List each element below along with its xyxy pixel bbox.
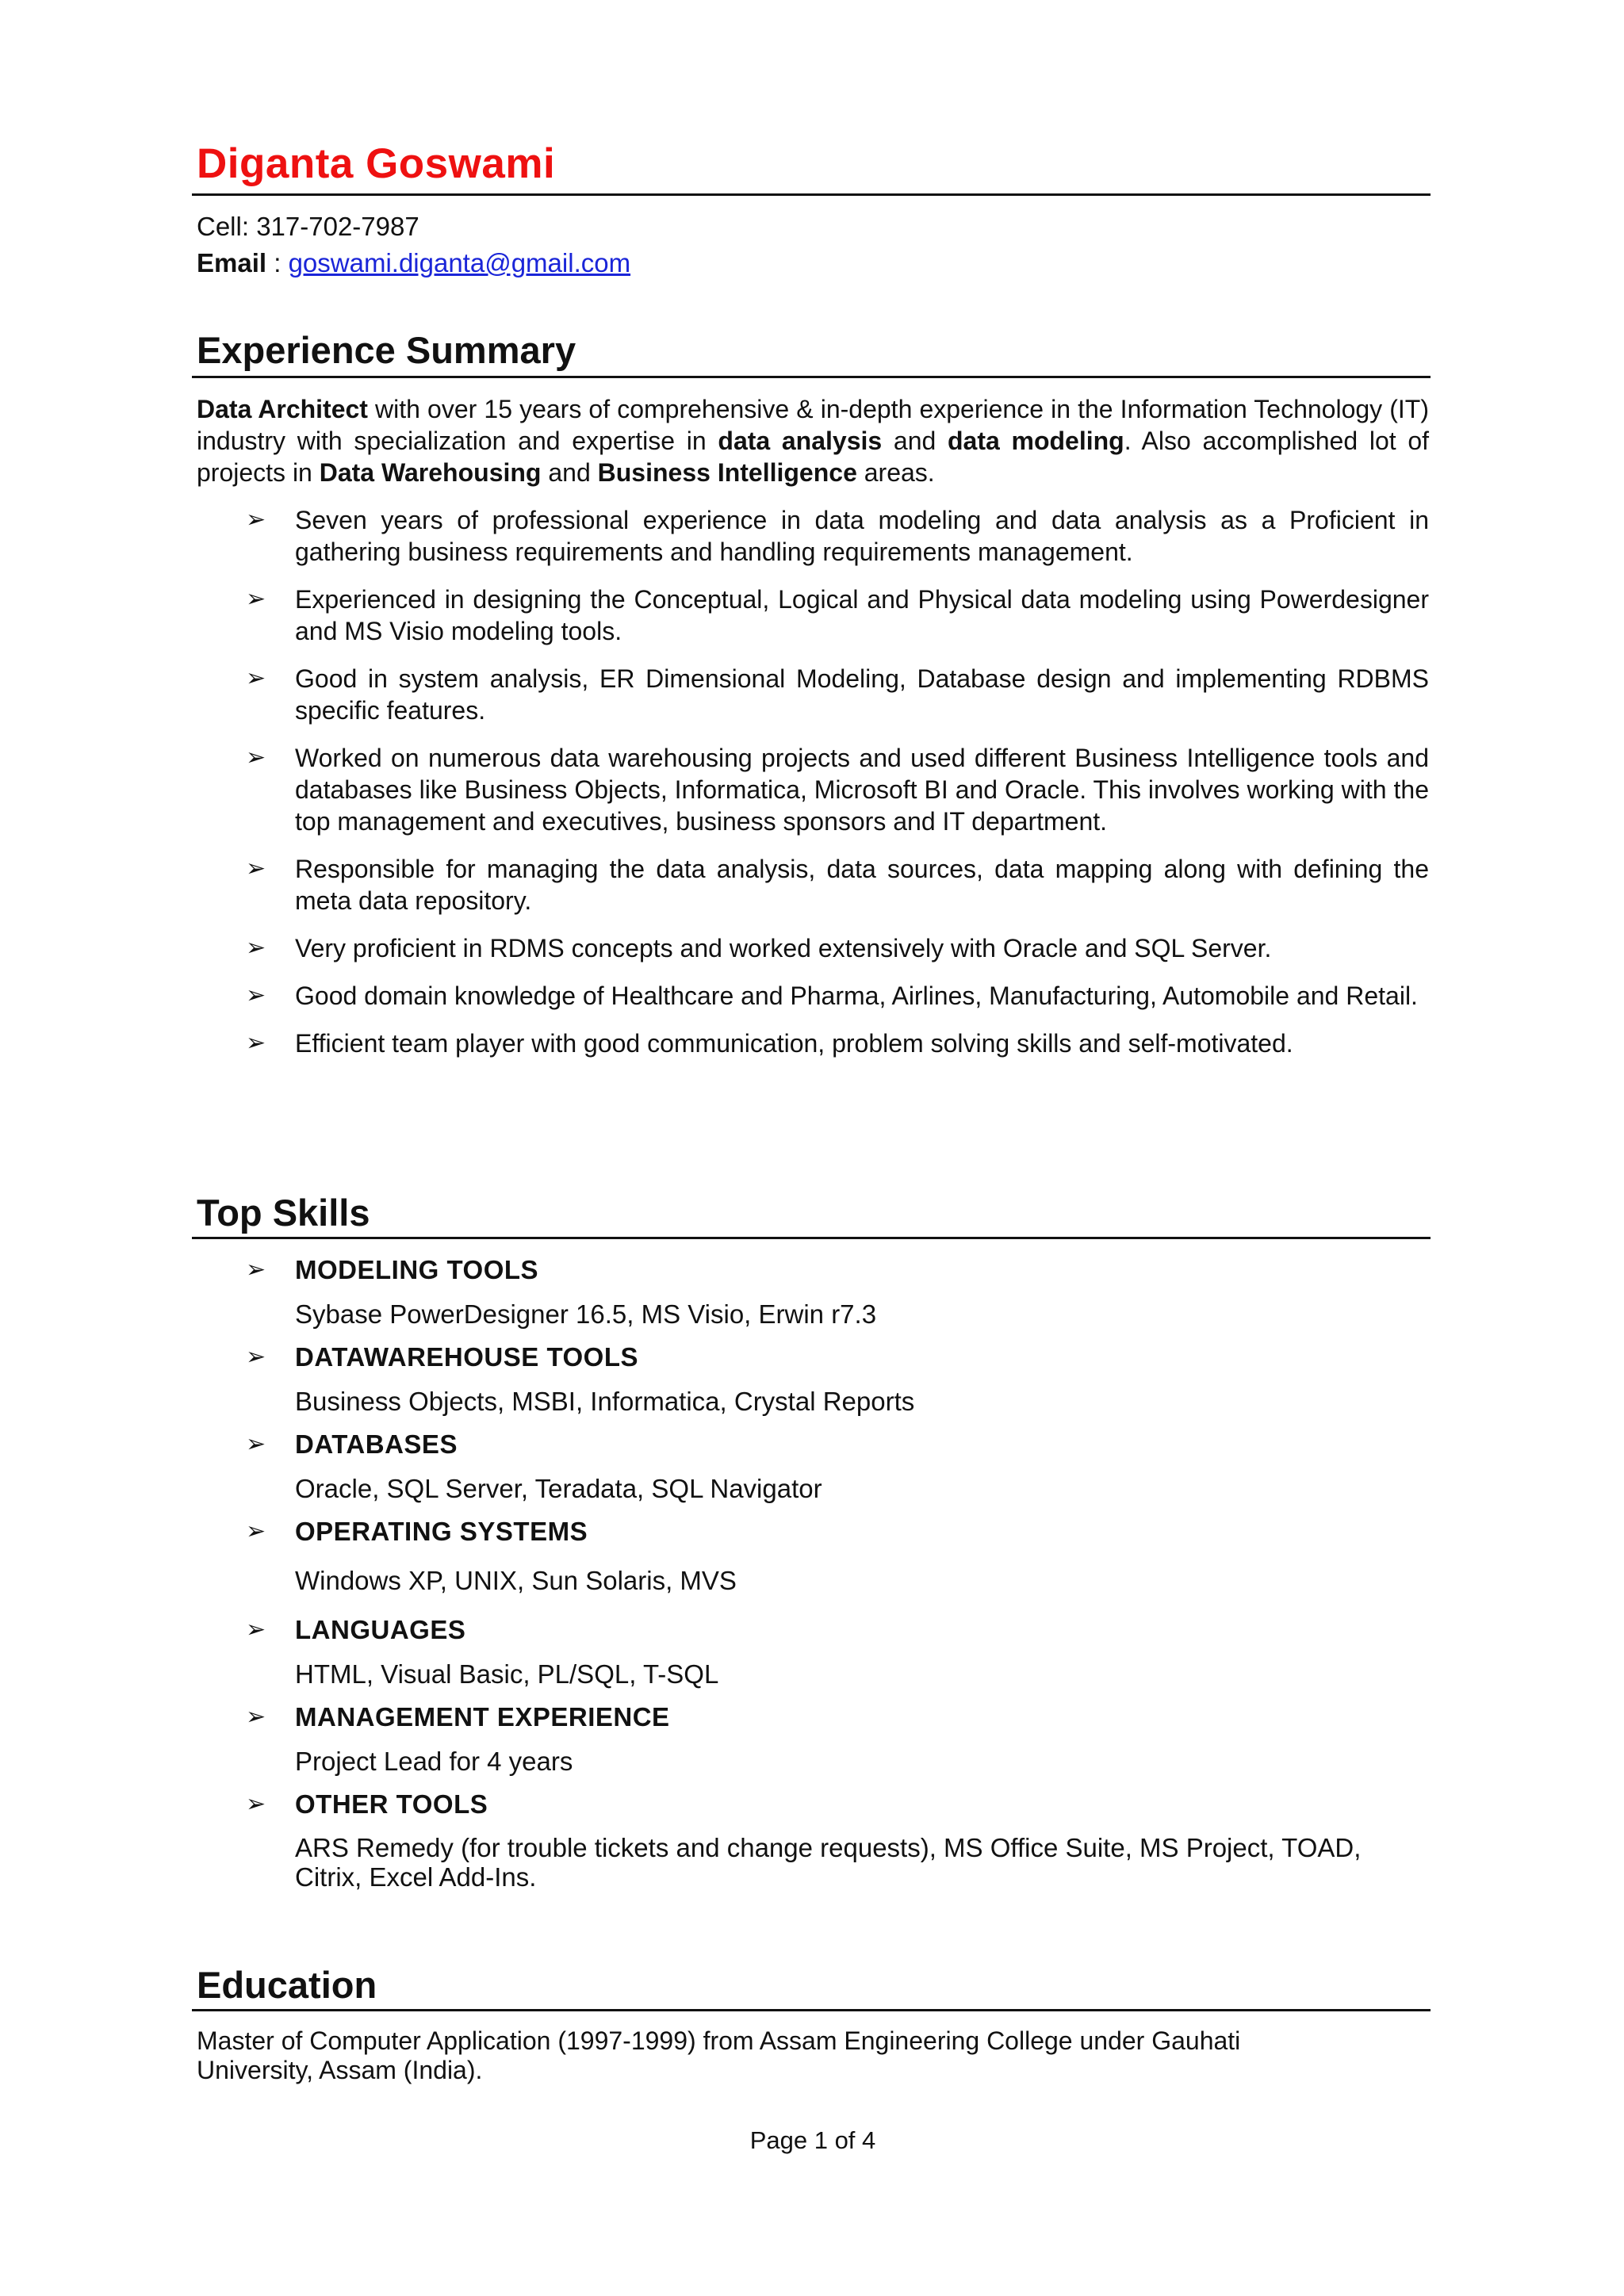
intro-data-warehousing: Data Warehousing <box>319 458 542 487</box>
bullet-text: Worked on numerous data warehousing projects and used different Business Intelligence tools and databases like Business Objects, Informatica, Microsoft BI and Oracle. This involves working with the top management and executives, business sponsors and IT department. <box>295 744 1429 836</box>
experience-bullet <box>197 932 1429 964</box>
skill-values: ARS Remedy (for trouble tickets and change requests), MS Office Suite, MS Project, TOAD, Citrix, Excel Add-Ins. <box>295 1833 1362 1892</box>
intro-text-3: . Also accomplished lot of projects in <box>197 427 1430 487</box>
intro-business-intelligence: Business Intelligence <box>597 458 857 487</box>
arrowhead-bullet-icon: ➢ <box>246 1704 266 1730</box>
skill-category: LANGUAGES <box>295 1615 466 1644</box>
intro-text-1: with over 15 years of comprehensive & in-depth experience in the Information Technology (IT) industry with specialization and expertise in <box>197 395 1430 455</box>
arrowhead-bullet-icon: ➢ <box>246 507 266 533</box>
education-heading: Education <box>197 1964 377 2006</box>
arrowhead-bullet-icon: ➢ <box>246 935 266 961</box>
arrowhead-bullet-icon: ➢ <box>246 1431 266 1457</box>
arrowhead-bullet-icon: ➢ <box>246 1791 266 1817</box>
skill-values: Sybase PowerDesigner 16.5, MS Visio, Erwin r7.3 <box>295 1299 877 1329</box>
skill-values: Project Lead for 4 years <box>295 1747 573 1776</box>
arrowhead-bullet-icon: ➢ <box>246 586 266 612</box>
arrowhead-bullet-icon: ➢ <box>246 855 266 882</box>
email-label: Email <box>197 248 267 277</box>
candidate-name: Diganta Goswami <box>197 140 556 187</box>
skill-item <box>197 1429 1429 1505</box>
experience-bullet <box>197 742 1429 837</box>
bullet-text: Good in system analysis, ER Dimensional Modeling, Database design and implementing RDBMS specific features. <box>295 664 1429 725</box>
cell-value: 317-702-7987 <box>256 212 419 241</box>
arrowhead-bullet-icon: ➢ <box>246 1030 266 1056</box>
skill-category: OTHER TOOLS <box>295 1789 488 1819</box>
experience-intro <box>197 393 1429 488</box>
arrowhead-bullet-icon: ➢ <box>246 1257 266 1283</box>
experience-bullet <box>197 663 1429 726</box>
top-skills-heading: Top Skills <box>197 1192 370 1234</box>
arrowhead-bullet-icon: ➢ <box>246 744 266 771</box>
education-divider <box>192 2009 1431 2011</box>
skill-category: DATAWAREHOUSE TOOLS <box>295 1342 639 1372</box>
experience-divider <box>192 376 1431 378</box>
skill-category: OPERATING SYSTEMS <box>295 1517 588 1546</box>
arrowhead-bullet-icon: ➢ <box>246 1518 266 1544</box>
skills-list <box>197 1254 1429 1903</box>
intro-text-2: and <box>882 427 948 455</box>
experience-bullet <box>197 1027 1429 1059</box>
skill-item <box>197 1614 1429 1690</box>
resume-page <box>197 0 1434 2296</box>
experience-bullet <box>197 584 1429 647</box>
skill-item <box>197 1516 1429 1597</box>
skill-item <box>197 1701 1429 1777</box>
skill-item <box>197 1254 1429 1330</box>
skill-item <box>197 1341 1429 1418</box>
bullet-text: Very proficient in RDMS concepts and worked extensively with Oracle and SQL Server. <box>295 934 1272 962</box>
intro-data-analysis: data analysis <box>718 427 883 455</box>
bullet-text: Efficient team player with good communication, problem solving skills and self-motivated. <box>295 1029 1293 1058</box>
skill-category: DATABASES <box>295 1429 458 1459</box>
arrowhead-bullet-icon: ➢ <box>246 1617 266 1643</box>
skills-divider <box>192 1237 1431 1239</box>
skill-category: MANAGEMENT EXPERIENCE <box>295 1702 670 1732</box>
arrowhead-bullet-icon: ➢ <box>246 1344 266 1370</box>
arrowhead-bullet-icon: ➢ <box>246 665 266 691</box>
cell-label: Cell: <box>197 212 250 241</box>
experience-summary-heading: Experience Summary <box>197 329 576 371</box>
bullet-text: Good domain knowledge of Healthcare and Pharma, Airlines, Manufacturing, Automobile and Retail. <box>295 982 1418 1010</box>
email-separator: : <box>266 248 289 277</box>
arrowhead-bullet-icon: ➢ <box>246 982 266 1008</box>
experience-bullet <box>197 853 1429 916</box>
cell-line <box>197 211 419 243</box>
education-text: Master of Computer Application (1997-1999) from Assam Engineering College under Gauhati University, Assam (India). <box>197 2026 1241 2084</box>
email-link[interactable]: goswami.diganta@gmail.com <box>288 248 631 277</box>
intro-text-5: areas. <box>856 458 935 487</box>
experience-bullet-list <box>197 504 1429 1075</box>
page-number: Page 1 of 4 <box>749 2126 876 2154</box>
bullet-text: Experienced in designing the Conceptual, Logical and Physical data modeling using Powerdesigner and MS Visio modeling tools. <box>295 585 1429 645</box>
email-line <box>197 247 630 279</box>
intro-role: Data Architect <box>197 395 368 423</box>
skill-values: Oracle, SQL Server, Teradata, SQL Navigator <box>295 1474 822 1503</box>
experience-bullet <box>197 504 1429 568</box>
skill-values: Windows XP, UNIX, Sun Solaris, MVS <box>295 1566 737 1595</box>
intro-data-modeling: data modeling <box>948 427 1124 455</box>
skill-values: HTML, Visual Basic, PL/SQL, T-SQL <box>295 1659 719 1689</box>
bullet-text: Responsible for managing the data analysis, data sources, data mapping along with defining the meta data repository. <box>295 855 1429 915</box>
intro-text-4: and <box>541 458 598 487</box>
experience-bullet <box>197 980 1429 1012</box>
skill-category: MODELING TOOLS <box>295 1255 539 1284</box>
skill-values: Business Objects, MSBI, Informatica, Crystal Reports <box>295 1387 915 1416</box>
skill-item <box>197 1789 1429 1892</box>
bullet-text: Seven years of professional experience in data modeling and data analysis as a Proficient in gathering business requirements and handling requirements management. <box>295 506 1429 566</box>
name-divider <box>192 193 1431 196</box>
